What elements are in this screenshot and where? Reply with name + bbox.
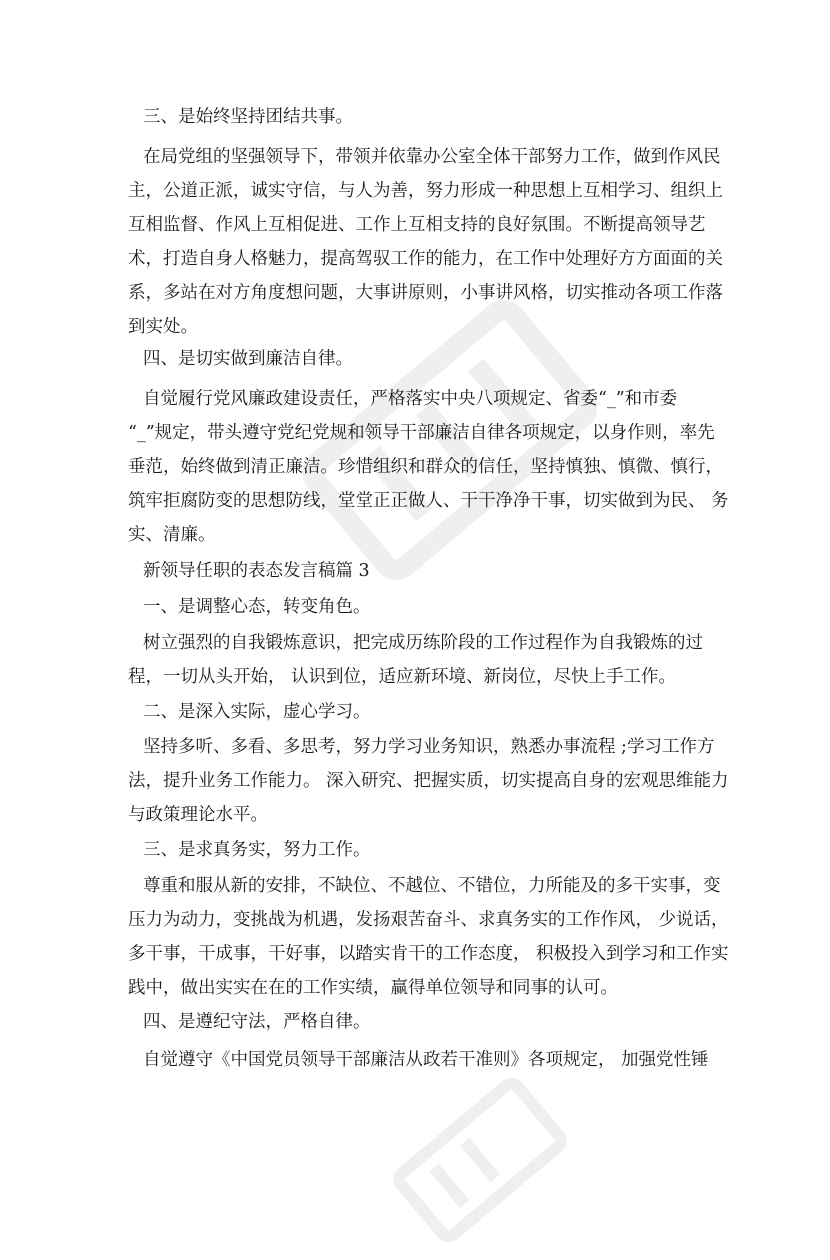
- section-heading: 四、是切实做到廉洁自律。: [143, 349, 353, 369]
- paragraph-line: 垂范，始终做到清正廉洁。珍惜组织和群众的信任，坚持慎独、慎微、慎行，: [128, 457, 723, 477]
- paragraph-line: 术，打造自身人格魅力，提高驾驭工作的能力，在工作中处理好方方面面的关: [128, 249, 723, 269]
- paragraph-line: 系，多站在对方角度想问题，大事讲原则，小事讲风格，切实推动各项工作落: [128, 283, 723, 303]
- section-heading: 三、是始终坚持团结共事。: [143, 107, 353, 127]
- paragraph-line: 主，公道正派，诚实守信，与人为善，努力形成一种思想上互相学习、组织上: [128, 181, 723, 201]
- paragraph-line: 树立强烈的自我锻炼意识，把完成历练阶段的工作过程作为自我锻炼的过: [143, 633, 703, 653]
- paragraph-line: 到实处。: [128, 317, 198, 337]
- paragraph-line: 与政策理论水平。: [128, 805, 268, 825]
- paragraph-line: 法，提升业务工作能力。 深入研究、把握实质，切实提高自身的宏观思维能力: [128, 771, 729, 791]
- section-heading: 一、是调整心态，转变角色。: [143, 597, 371, 617]
- paragraph-line: 互相监督、作风上互相促进、工作上互相支持的良好氛围。不断提高领导艺: [128, 215, 706, 235]
- paragraph-line: 压力为动力，变挑战为机遇，发扬艰苦奋斗、求真务实的工作作风， 少说话，: [128, 910, 729, 930]
- article-title: 新领导任职的表态发言稿篇 3: [143, 561, 370, 581]
- paragraph-line: 多干事，干成事，干好事，以踏实肯干的工作态度， 积极投入到学习和工作实: [128, 944, 729, 964]
- paragraph-line: 坚持多听、多看、多思考，努力学习业务知识，熟悉办事流程 ;学习工作方: [143, 737, 715, 757]
- paragraph-line: 实、清廉。: [128, 525, 216, 545]
- paragraph-line: 在局党组的坚强领导下，带领并依靠办公室全体干部努力工作，做到作风民: [143, 147, 721, 167]
- paragraph-line: 筑牢拒腐防变的思想防线，堂堂正正做人、干干净净干事，切实做到为民、 务: [128, 491, 729, 511]
- section-heading: 二、是深入实际，虚心学习。: [143, 702, 371, 722]
- paragraph-line: “_”规定，带头遵守党纪党规和领导干部廉洁自律各项规定，以身作则，率先: [128, 423, 715, 443]
- paragraph-line: 尊重和服从新的安排，不缺位、不越位、不错位，力所能及的多干实事，变: [143, 876, 721, 896]
- paragraph-line: 程，一切从头开始， 认识到位，适应新环境、新岗位，尽快上手工作。: [128, 667, 677, 687]
- section-heading: 三、是求真务实，努力工作。: [143, 840, 371, 860]
- paragraph-line: 自觉履行党风廉政建设责任，严格落实中央八项规定、省委“_”和市委: [143, 389, 678, 409]
- paragraph-line: 自觉遵守《中国党员领导干部廉洁从政若干准则》各项规定， 加强党性锤: [143, 1050, 709, 1070]
- section-heading: 四、是遵纪守法，严格自律。: [143, 1012, 371, 1032]
- paragraph-line: 践中，做出实实在在的工作实绩，赢得单位领导和同事的认可。: [128, 978, 618, 998]
- watermark-stamp-icon: [380, 1060, 580, 1260]
